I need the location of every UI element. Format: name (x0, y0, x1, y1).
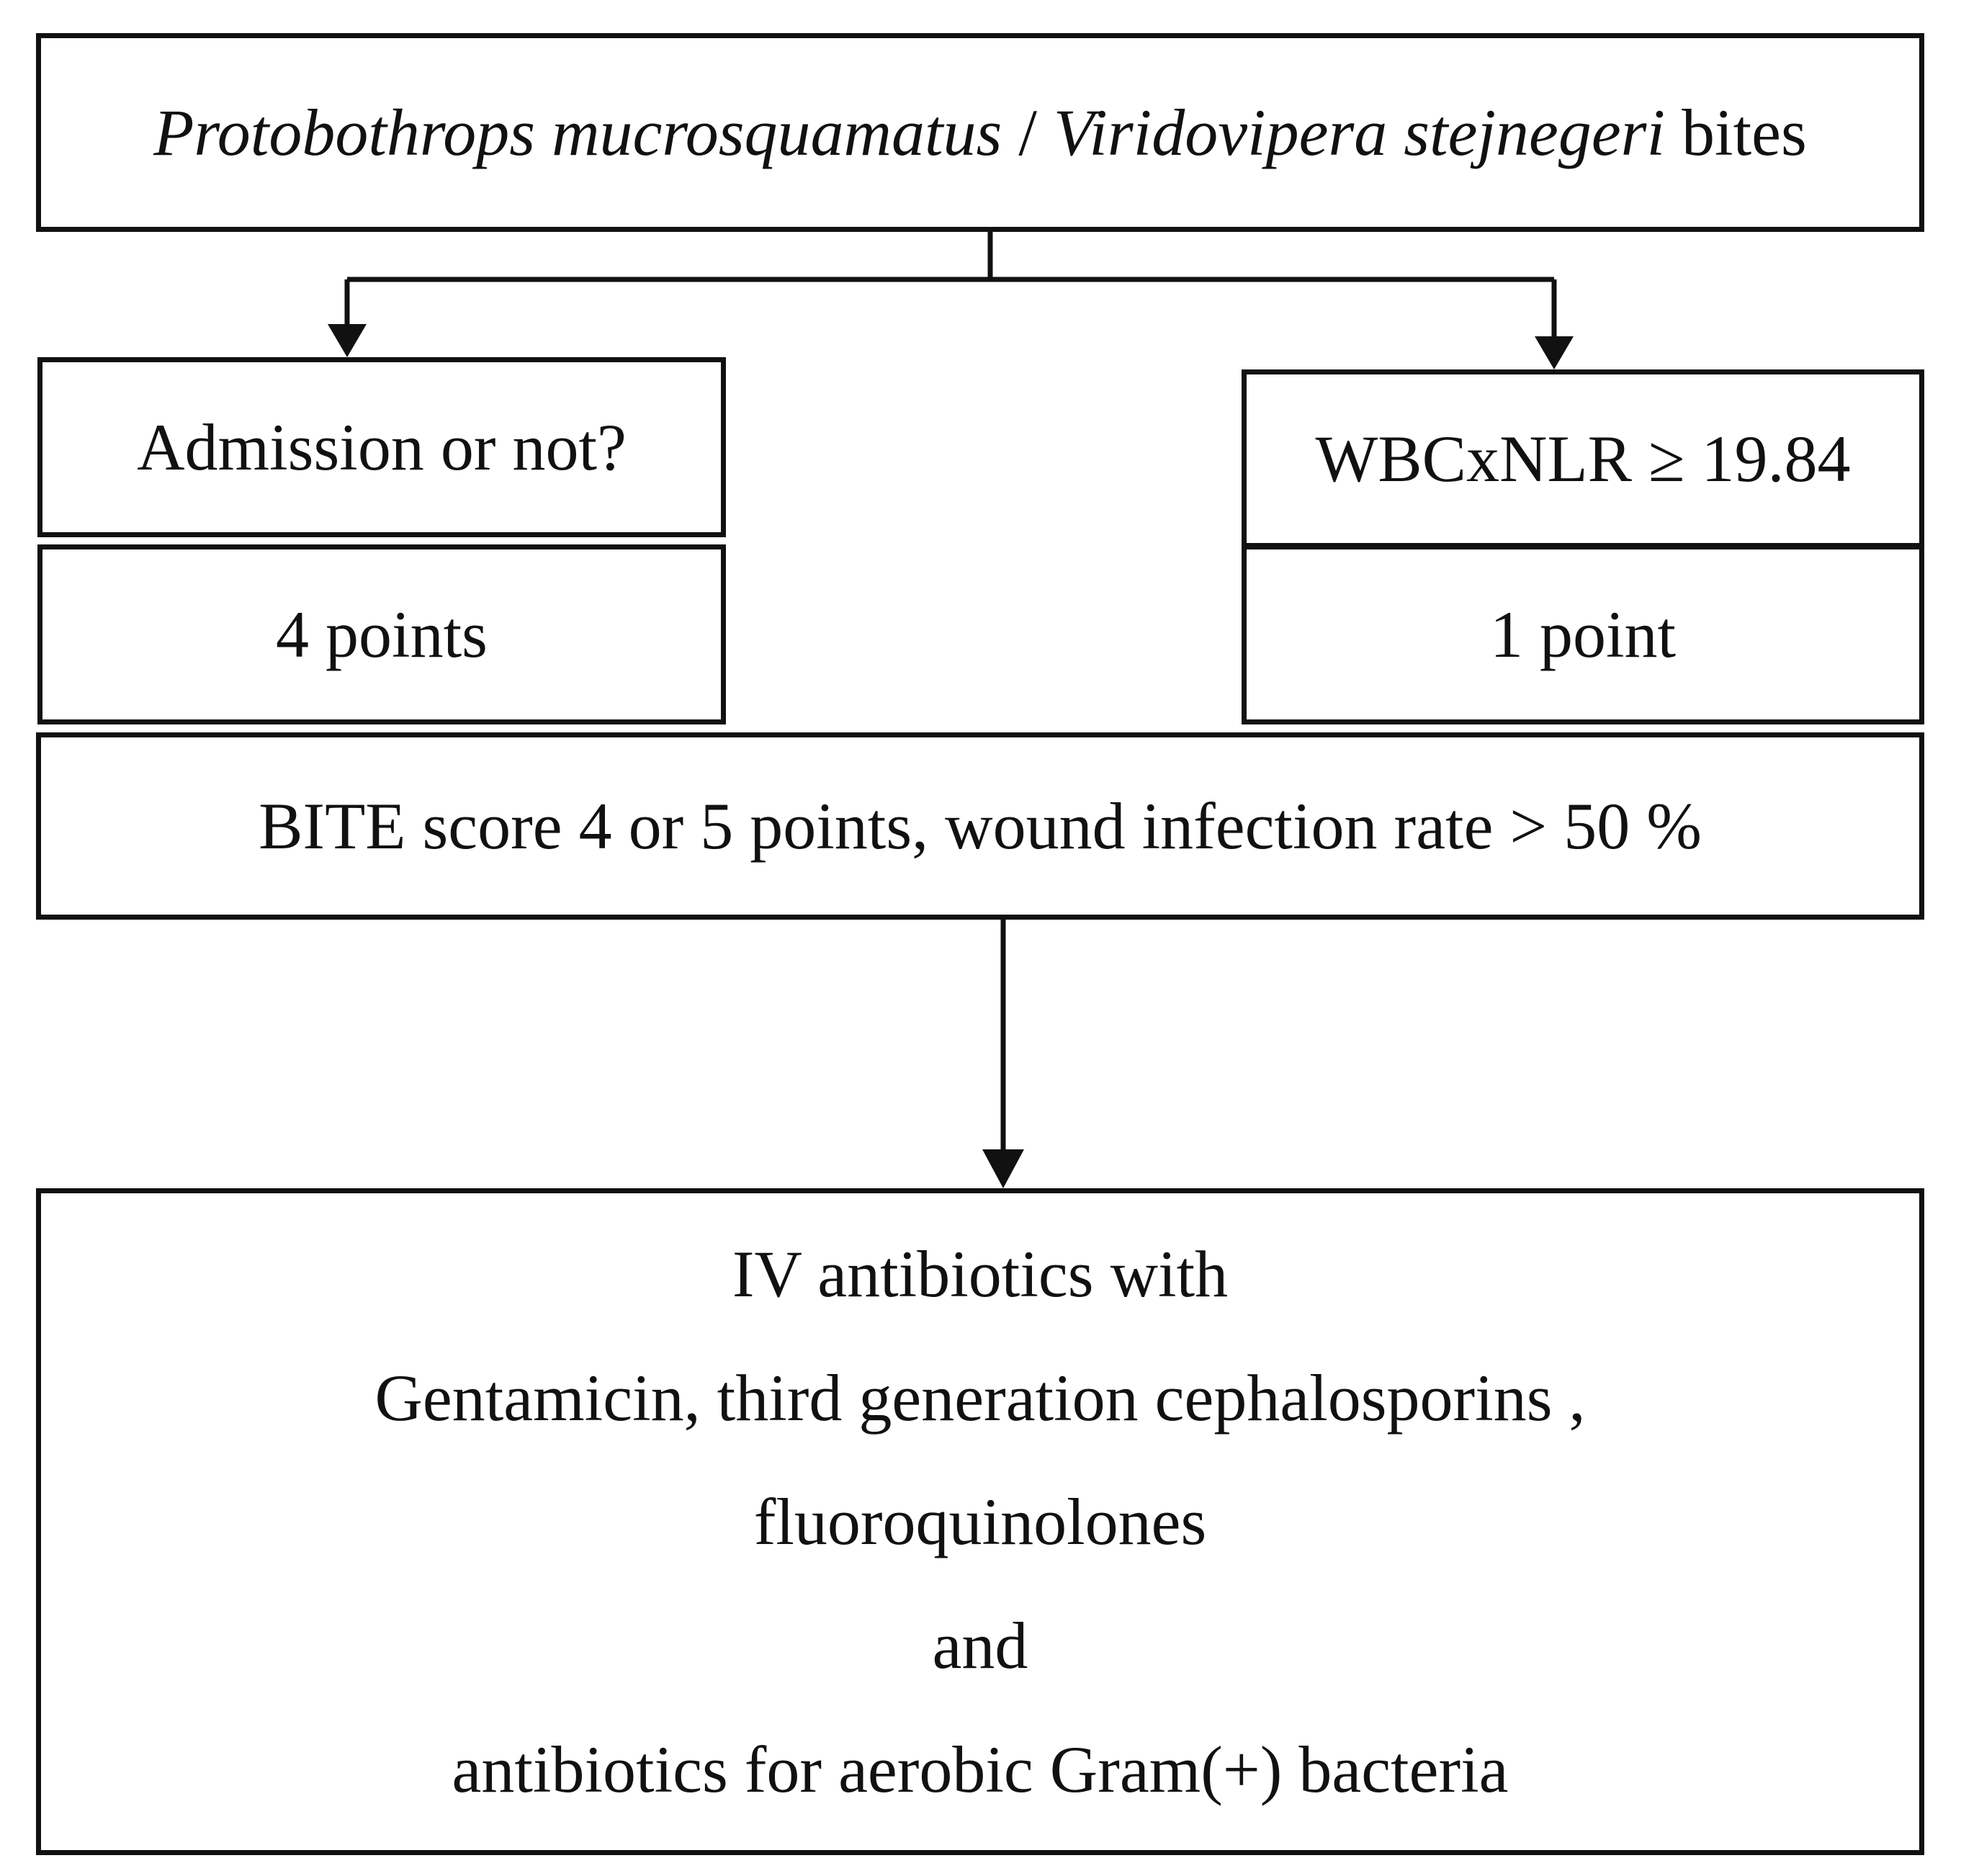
treatment-line: IV antibiotics with (732, 1237, 1229, 1311)
admission-criterion-box (37, 357, 726, 537)
treatment-line: Gentamicin, third generation cephalosporins , (374, 1361, 1586, 1435)
wbc-nlr-points-label: 1 point (1489, 597, 1677, 671)
treatment-line: and (932, 1609, 1028, 1682)
wbc-nlr-criterion-label: WBCxNLR ≥ 19.84 (1315, 421, 1851, 495)
admission-criterion-label: Admission or not? (137, 410, 627, 484)
snakebite-title (153, 93, 1807, 172)
admission-points-label: 4 points (276, 597, 488, 671)
right-arrowhead-icon (1535, 336, 1574, 369)
species-name-2: Viridovipera stejnegeri (1053, 95, 1666, 169)
species-name-1: Protobothrops mucrosquamatus (153, 95, 1002, 169)
wbc-nlr-criterion-box (1242, 369, 1924, 548)
down-arrowhead-icon (982, 1149, 1024, 1188)
wbc-nlr-points-box (1242, 544, 1924, 724)
bite-score-box (36, 732, 1924, 920)
bite-score-label: BITE score 4 or 5 points, wound infection rate > 50 % (259, 789, 1702, 863)
treatment-line: fluoroquinolones (753, 1485, 1207, 1558)
bites-label: bites (1665, 95, 1807, 169)
treatment-box (36, 1188, 1924, 1855)
treatment-line: antibiotics for aerobic Gram(+) bacteria (452, 1733, 1509, 1806)
admission-points-box (37, 544, 726, 724)
species-separator: / (1002, 95, 1054, 169)
snakebite-start-box (36, 33, 1924, 232)
left-arrowhead-icon (328, 324, 367, 357)
